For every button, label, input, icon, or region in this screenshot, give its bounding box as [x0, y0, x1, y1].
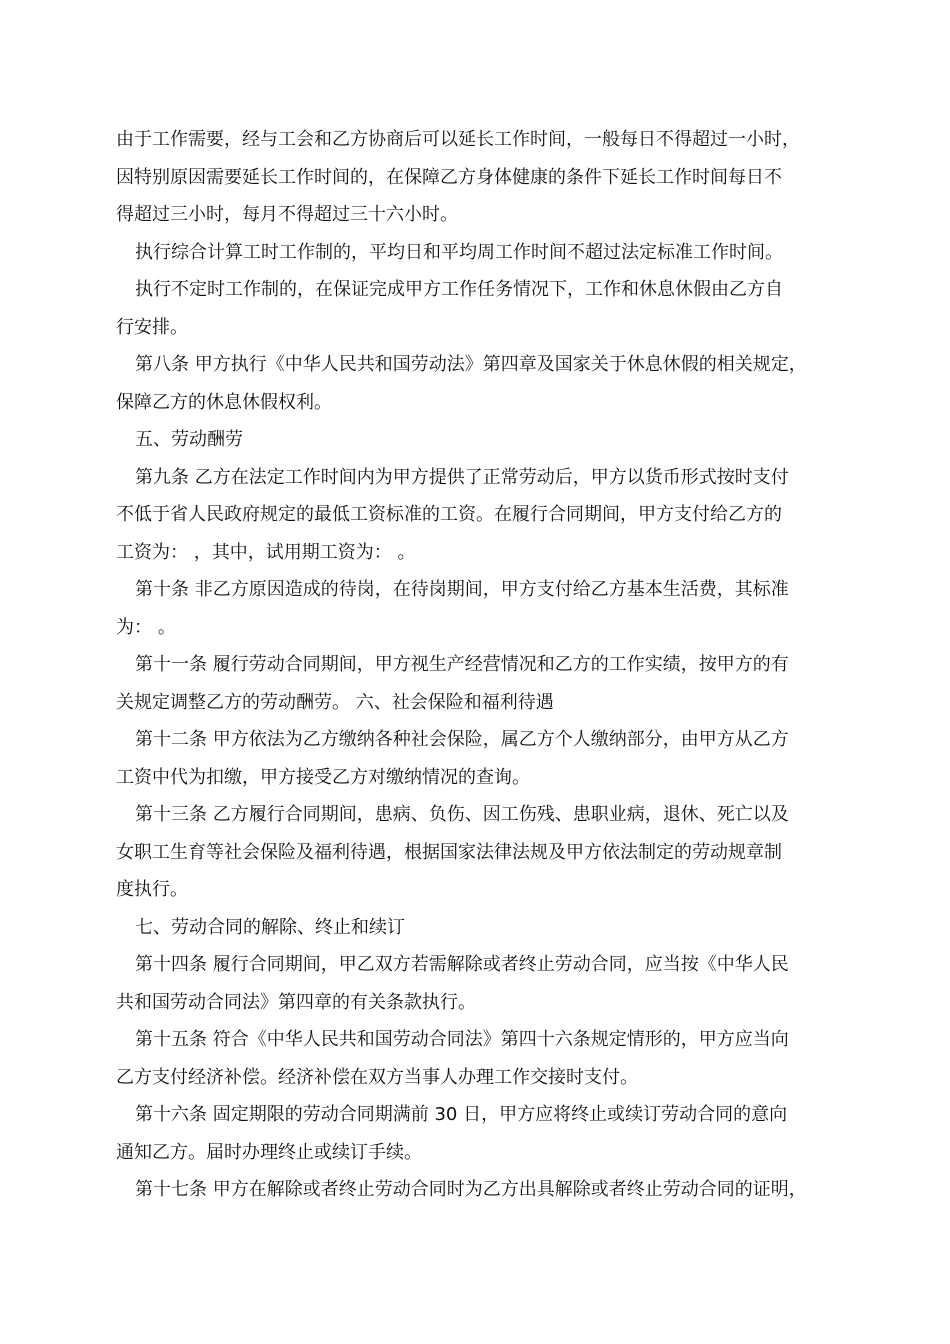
text-line: 为： 。	[116, 616, 176, 638]
text-line: 七、劳动合同的解除、终止和续订	[135, 916, 405, 938]
text-line: 不低于省人民政府规定的最低工资标准的工资。在履行合同期间，甲方支付给乙方的	[116, 504, 782, 525]
text-line: 第十五条 符合《中华人民共和国劳动合同法》第四十六条规定情形的，甲方应当向	[135, 1029, 789, 1050]
text-line: 乙方支付经济补偿。经济补偿在双方当事人办理工作交接时支付。	[116, 1066, 638, 1088]
text-line: 五、劳动酬劳	[135, 429, 243, 450]
text-line: 工资中代为扣缴，甲方接受乙方对缴纳情况的查询。	[116, 766, 530, 788]
text-line: 第十三条 乙方履行合同期间，患病、负伤、因工伤残、患职业病，退休、死亡以及	[135, 804, 789, 825]
text-line: 关规定调整乙方的劳动酬劳。 六、社会保险和福利待遇	[116, 691, 554, 713]
text-line: 得超过三小时，每月不得超过三十六小时。	[116, 204, 458, 225]
text-line: 第十条 非乙方原因造成的待岗，在待岗期间，甲方支付给乙方基本生活费，其标准	[135, 579, 789, 600]
text-line: 第十二条 甲方依法为乙方缴纳各种社会保险，属乙方个人缴纳部分，由甲方从乙方	[135, 729, 789, 750]
text-line: 工资为： ，其中，试用期工资为： 。	[116, 541, 416, 563]
text-line: 第十四条 履行合同期间，甲乙双方若需解除或者终止劳动合同，应当按《中华人民	[135, 954, 789, 975]
text-line: 第十七条 甲方在解除或者终止劳动合同时为乙方出具解除或者终止劳动合同的证明，	[135, 1179, 807, 1200]
text-line: 第八条 甲方执行《中华人民共和国劳动法》第四章及国家关于休息休假的相关规定，	[135, 354, 807, 375]
text-line: 第十一条 履行劳动合同期间，甲方视生产经营情况和乙方的工作实绩，按甲方的有	[135, 654, 789, 675]
text-line: 由于工作需要，经与工会和乙方协商后可以延长工作时间，一般每日不得超过一小时，	[116, 129, 800, 150]
text-line: 保障乙方的休息休假权利。	[116, 391, 332, 413]
text-line: 第十六条 固定期限的劳动合同期满前 30 日，甲方应将终止或续订劳动合同的意向	[135, 1104, 788, 1125]
text-line: 度执行。	[116, 879, 188, 900]
document-page	[116, 121, 840, 1209]
text-line: 执行不定时工作制的，在保证完成甲方工作任务情况下，工作和休息休假由乙方自	[135, 279, 783, 300]
text-line: 因特别原因需要延长工作时间的，在保障乙方身体健康的条件下延长工作时间每日不	[116, 166, 782, 188]
text-line: 执行综合计算工时工作制的，平均日和平均周工作时间不超过法定标准工作时间。	[135, 241, 783, 263]
text-line: 女职工生育等社会保险及福利待遇，根据国家法律法规及甲方依法制定的劳动规章制	[116, 841, 782, 863]
text-line: 行安排。	[116, 316, 188, 338]
text-line: 共和国劳动合同法》第四章的有关条款执行。	[116, 991, 476, 1013]
text-line: 第九条 乙方在法定工作时间内为甲方提供了正常劳动后，甲方以货币形式按时支付	[135, 466, 789, 488]
text-line: 通知乙方。届时办理终止或续订手续。	[116, 1141, 422, 1163]
